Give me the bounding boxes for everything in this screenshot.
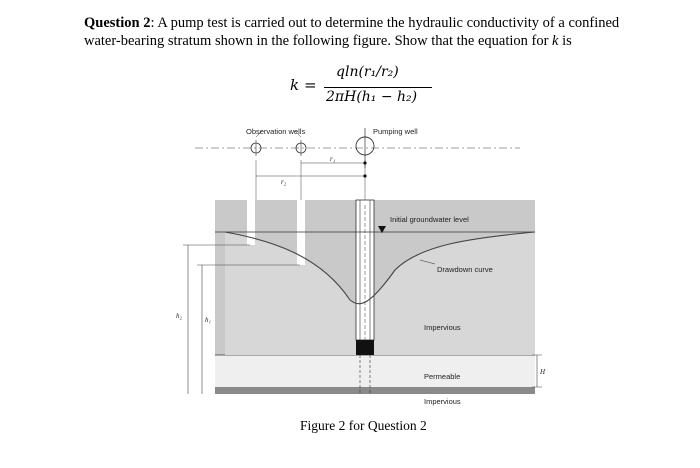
observation-well-1-water [297, 265, 305, 355]
r2-dot [363, 174, 366, 177]
impervious-base-layer [215, 387, 535, 394]
h2-label: h₂ [176, 312, 182, 320]
observation-well-2-water [247, 245, 255, 355]
r1-dot [363, 161, 366, 164]
H-label: H [540, 368, 546, 376]
question-tail: is [558, 33, 572, 49]
k-symbol: k [552, 33, 559, 49]
impervious-bottom-label: Impervious [424, 397, 461, 406]
formula-numerator: qln(r₁/r₂) [336, 64, 399, 80]
drawdown-curve-label: Drawdown curve [437, 265, 493, 274]
formula-lhs: k [290, 76, 300, 94]
permeable-label: Permeable [424, 372, 461, 381]
formula-denominator: 2πH(h₁ − h₂) [326, 89, 418, 105]
pumping-well-label: Pumping well [373, 127, 418, 136]
observation-wells-label: Observation wells [246, 127, 306, 136]
permeable-layer [215, 355, 535, 387]
initial-gw-label: Initial groundwater level [390, 215, 469, 224]
question-label: Question 2 [84, 15, 151, 31]
h1-label: h₁ [205, 316, 211, 324]
figure-caption: Figure 2 for Question 2 [300, 418, 427, 433]
formula-equals: = [304, 76, 317, 94]
r1-label: r₁ [330, 155, 336, 163]
r2-label: r₂ [281, 178, 287, 186]
well-screen [356, 340, 374, 355]
impervious-label: Impervious [424, 323, 461, 332]
question-body: : A pump test is carried out to determine the hydraulic conductivity of a confined water-bearing stratum shown in the following figure. Show that the equation for [84, 15, 620, 49]
